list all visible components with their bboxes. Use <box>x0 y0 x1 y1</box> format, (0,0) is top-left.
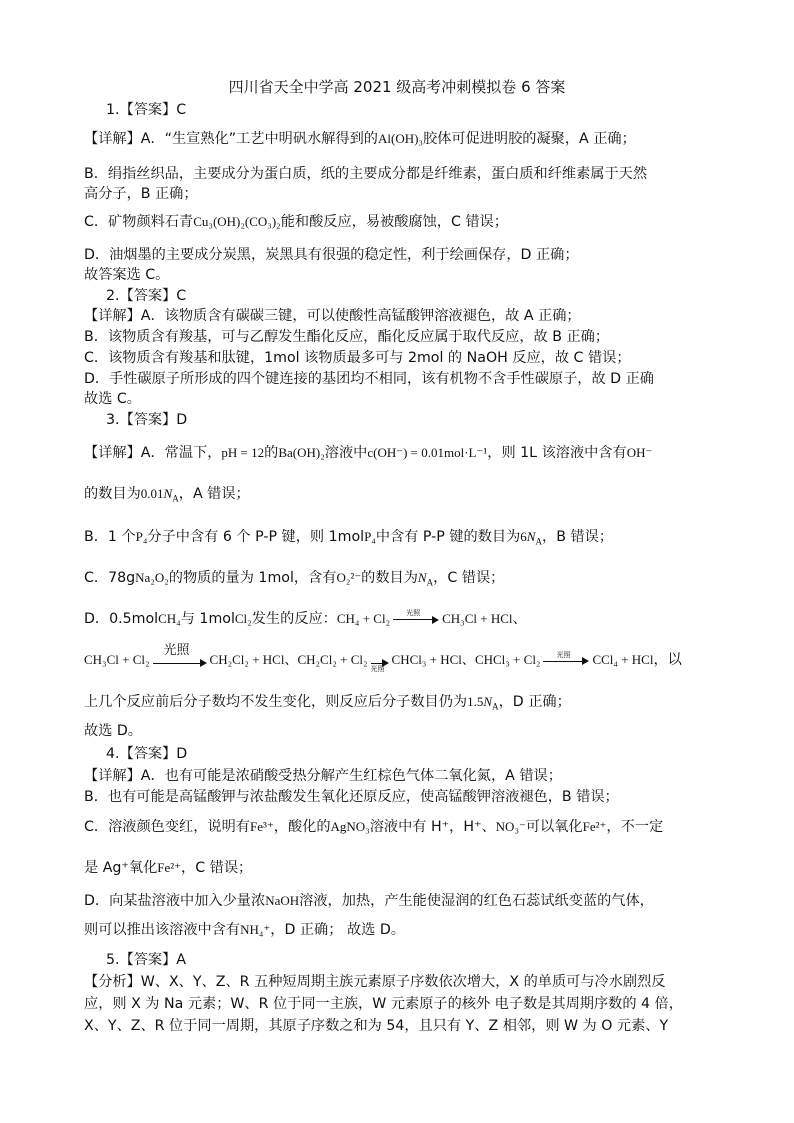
text: 【详解】A．“生宣熟化”工艺中明矾水解得到的 <box>84 131 378 147</box>
formula: Fe³⁺ <box>249 819 274 834</box>
text: 是 Ag⁺氧化 <box>84 860 158 876</box>
answer-1-detail-b-cont: 高分子，B 正确； <box>84 186 198 202</box>
formula: P₄ <box>135 529 148 544</box>
formula: Al(OH)₃ <box>377 131 423 146</box>
text: 溶液中 <box>324 445 368 461</box>
formula: Fe²⁺ <box>582 819 607 834</box>
formula: $N_A$ <box>417 570 434 588</box>
formula: O₂²⁻ <box>336 570 362 585</box>
text: 的数目为 <box>84 486 141 502</box>
answer-2-detail-c: C．该物质含有羧基和肽键，1mol 该物质最多可与 2mol 的 NaOH 反应，故 C 错误； <box>84 350 631 366</box>
answer-3-detail-c <box>84 568 724 588</box>
reaction-reactants: CH₄ + Cl₂ <box>336 611 391 626</box>
reaction-reactants: CH₃Cl + Cl₂ <box>84 652 150 667</box>
text: 可以氧化 <box>525 819 583 835</box>
formula: Cl₂ <box>234 611 252 626</box>
answer-2-heading: 2.【答案】C <box>106 288 187 304</box>
answer-3-detail-d-cont <box>84 692 724 712</box>
text: ，酸化的 <box>273 819 331 835</box>
text: 【详解】A．常温下， <box>84 445 222 461</box>
answer-4-detail-b: B．也有可能是高锰酸钾与浓盐酸发生氧化还原反应，使高锰酸钾溶液褪色，B 错误； <box>84 789 619 805</box>
arrow-label: 光照 <box>370 664 385 673</box>
text: 则可以推出该溶液中含有 <box>84 922 241 938</box>
formula: NH₄⁺ <box>240 922 271 937</box>
formula: AgNO₃ <box>330 819 370 834</box>
formula: Cu₃(OH)₂(CO₃)₂ <box>193 214 281 229</box>
answer-4-detail-d <box>84 891 724 911</box>
answer-4-detail-a: 【详解】A．也有可能是浓硝酸受热分解产生红棕色气体二氧化氮，A 错误； <box>84 768 562 784</box>
arrow-label: 光照 <box>556 650 571 659</box>
reaction-products: CH₂Cl₂ + HCl <box>209 652 285 667</box>
reaction-arrow <box>153 642 207 668</box>
formula: OH⁻ <box>626 445 653 460</box>
formula: CH₄ <box>158 611 181 626</box>
reaction-arrow <box>393 609 439 626</box>
text: 分子中含有 6 个 P-P 键，则 1mol <box>147 529 365 545</box>
answer-1-detail-a <box>84 129 724 149</box>
text: 、 <box>284 653 298 668</box>
text: ，A 错误； <box>178 486 250 502</box>
answer-4-heading: 4.【答案】D <box>106 746 188 762</box>
text: 溶液，加热，产生能使湿润的红色石蕊试纸变蓝的气体， <box>299 893 654 909</box>
formula: $6N_A$ <box>520 529 543 547</box>
arrow-label: 光照 <box>406 609 421 617</box>
text: B．1 个 <box>84 529 136 545</box>
formula: c(OH⁻) = 0.01mol·L⁻¹ <box>367 445 488 460</box>
text: C．矿物颜料石青 <box>84 214 194 230</box>
formula: P₄ <box>364 529 376 544</box>
answer-3-detail-b <box>84 527 724 547</box>
text: 能和酸反应，易被酸腐蚀，C 错误； <box>280 214 508 230</box>
reaction-products: CCl₄ + HCl <box>592 652 654 667</box>
answer-3-detail-a <box>84 443 724 463</box>
arrow-label: 光照 <box>163 642 190 658</box>
text: 的物质的量为 1mol，含有 <box>168 570 337 586</box>
answer-2-detail-b: B．该物质含有羧基，可与乙醇发生酯化反应，酯化反应属于取代反应，故 B 正确； <box>84 329 610 345</box>
answer-3-detail-a-cont <box>84 484 724 504</box>
text: 的数目为 <box>361 570 418 586</box>
text: ，则 1L 该溶液中含有 <box>487 445 627 461</box>
answer-3-heading: 3.【答案】D <box>106 412 188 428</box>
text: 溶液中有 H⁺，H⁺、 <box>369 819 496 835</box>
reaction-reactants: CH₂Cl₂ + Cl₂ <box>297 652 368 667</box>
answer-1-detail-d: D．油烟墨的主要成分炭黑，炭黑具有很强的稳定性，利于绘画保存，D 正确； <box>84 247 579 263</box>
reaction-arrow <box>370 654 389 673</box>
page-title: 四川省天全中学高 2021 级高考冲刺模拟卷 6 答案 <box>228 78 566 96</box>
answer-4-detail-d-cont <box>84 920 724 940</box>
text: ，以 <box>653 652 682 668</box>
text: 发生的反应： <box>251 611 337 627</box>
answer-5-analysis-3: X、Y、Z、R 位于同一周期，其原子序数之和为 54，且只有 Y、Z 相邻，则 W 为 O 元素、Y <box>84 1018 669 1034</box>
text: ，C 错误； <box>181 860 253 876</box>
text: 的 <box>264 445 279 461</box>
formula: NO₃⁻ <box>495 819 526 834</box>
text: ，D 正确； 故选 D。 <box>270 922 405 938</box>
reaction-products: CH₃Cl + HCl <box>442 611 513 626</box>
formula: NaOH <box>265 893 300 908</box>
answer-3-conclusion: 故选 D。 <box>84 723 142 739</box>
text: 、 <box>461 653 475 668</box>
answer-5-analysis-2: 应，则 X 为 Na 元素；W、R 位于同一主族，W 元素原子的核外 电子数是其周期序数的 4 倍， <box>84 996 683 1012</box>
text: 中含有 P-P 键的数目为 <box>375 529 521 545</box>
text: ，不一定 <box>606 819 664 835</box>
formula: pH = 12 <box>221 445 265 460</box>
formula: Ba(OH)₂ <box>278 445 325 460</box>
answer-2-detail-a: 【详解】A．该物质含有碳碳三键，可以使酸性高锰酸钾溶液褪色，故 A 正确； <box>84 308 581 324</box>
formula: $0.01N_A$ <box>140 486 179 504</box>
answer-4-detail-c <box>84 817 724 837</box>
reaction-reactants: CHCl₃ + Cl₂ <box>474 652 541 667</box>
answer-4-detail-c-cont <box>84 858 724 878</box>
answer-3-detail-d <box>84 609 724 629</box>
answer-5-analysis-1: 【分析】W、X、Y、Z、R 五种短周期主族元素原子序数依次增大，X 的单质可与冷水剧烈反 <box>84 974 666 990</box>
answer-1-detail-c <box>84 212 724 232</box>
reaction-chain <box>84 642 724 673</box>
answer-1-heading: 1.【答案】C <box>106 102 187 118</box>
text: D．0.5mol <box>84 611 159 627</box>
answer-5-heading: 5.【答案】A <box>106 952 186 968</box>
answer-2-conclusion: 故选 C。 <box>84 391 141 407</box>
text: 胶体可促进明胶的凝聚，A 正确； <box>422 131 636 147</box>
text: ，B 错误； <box>542 529 614 545</box>
text: 、 <box>512 611 527 627</box>
text: 与 1mol <box>180 611 235 627</box>
answer-1-detail-b: B．绢指丝织品，主要成分为蛋白质，纸的主要成分都是纤维素，蛋白质和纤维素属于天然 <box>84 166 648 182</box>
text: ，C 错误； <box>433 570 505 586</box>
formula: Na₂O₂ <box>135 570 169 585</box>
text: C．溶液颜色变红，说明有 <box>84 819 250 835</box>
reaction-products: CHCl₃ + HCl <box>391 652 462 667</box>
text: 上几个反应前后分子数均不发生变化，则反应后分子数目仍为 <box>84 694 468 710</box>
formula: Fe²⁺ <box>157 860 182 875</box>
text: D．向某盐溶液中加入少量浓 <box>84 893 266 909</box>
reaction-arrow <box>543 650 589 668</box>
answer-2-detail-d: D．手性碳原子所形成的四个键连接的基团均不相同，该有机物不含手性碳原子，故 D 正确 <box>84 371 654 387</box>
answer-1-conclusion: 故答案选 C。 <box>84 267 170 283</box>
formula: $1.5N_A$ <box>467 694 499 712</box>
text: C．78g <box>84 570 136 586</box>
text: ，D 正确； <box>498 694 571 710</box>
